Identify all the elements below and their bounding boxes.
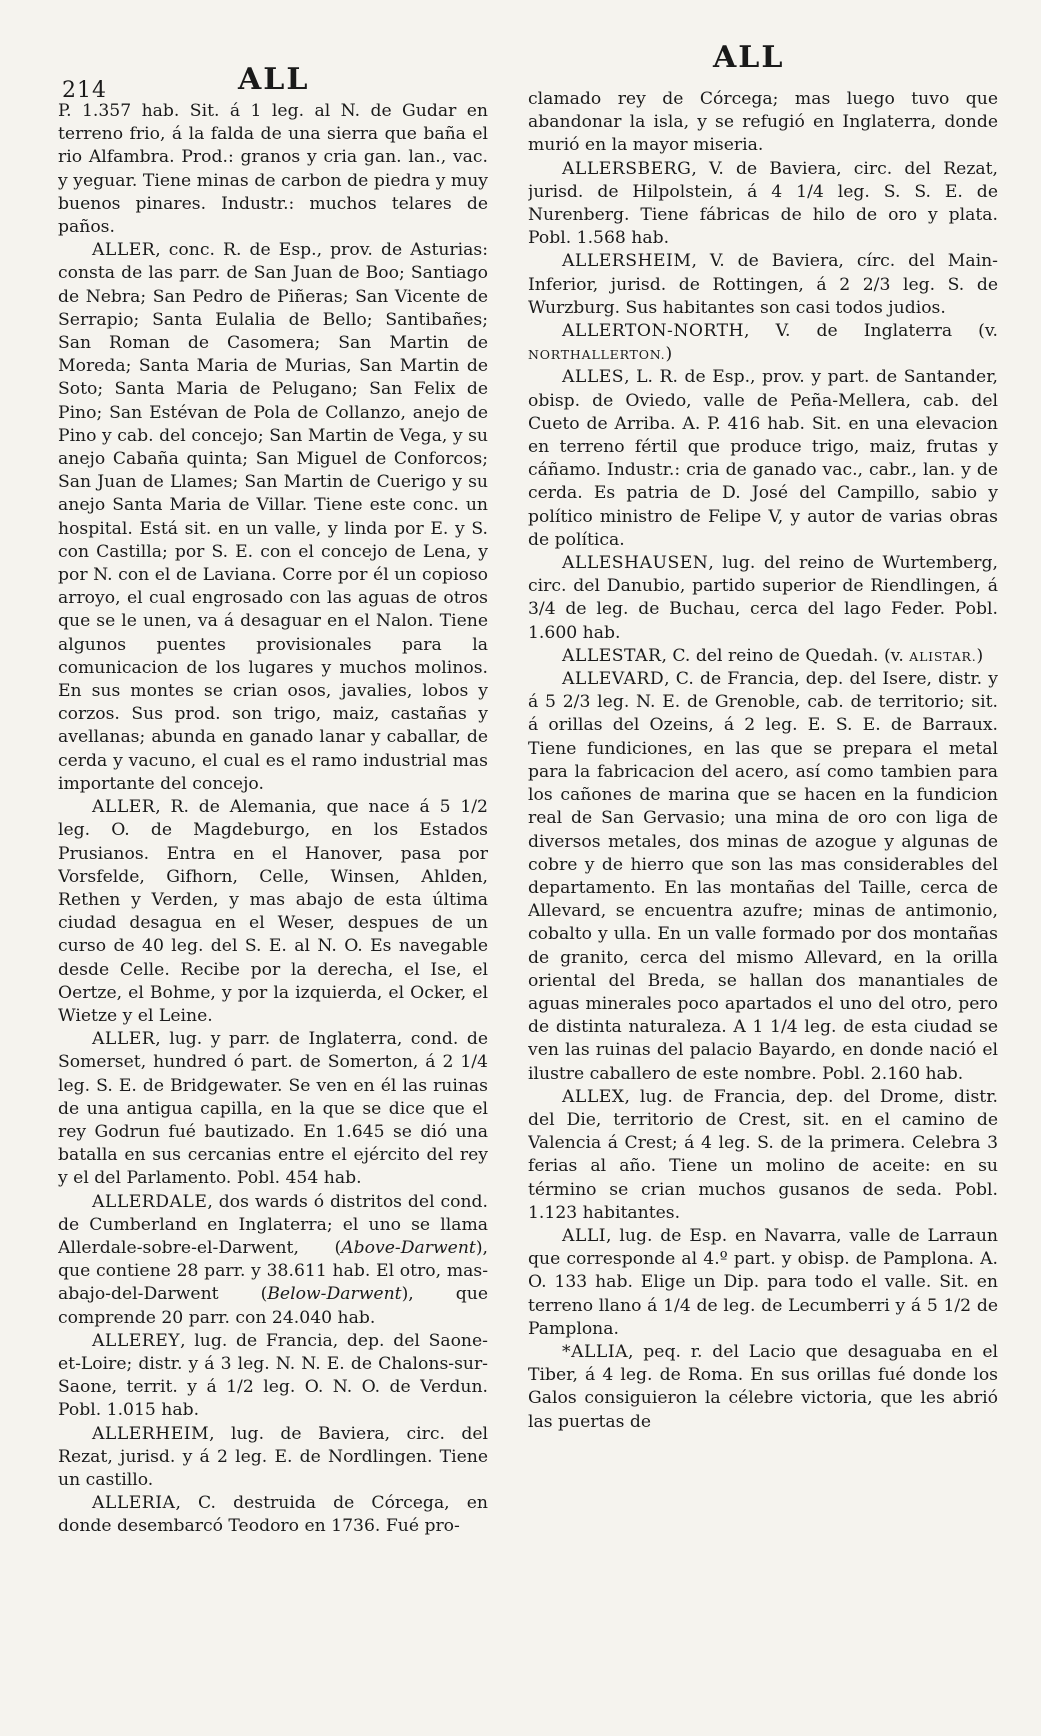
entry-allersberg: ALLERSBERG, V. de Baviera, circ. del Rezat, jurisd. de Hilpolstein, á 4 1/4 leg. S. S. E. de Nurenberg. Tiene fábricas de hilo de oro y plata. Pobl. 1.568 hab.	[528, 158, 998, 249]
entry-continuation: clamado rey de Córcega; mas luego tuvo que abandonar la isla, y se refugió en Inglaterra, donde murió en la mayor miseria.	[528, 89, 998, 156]
headword: ALLERSBERG	[562, 158, 692, 179]
headword: ALLES	[562, 367, 625, 388]
entry-aller-river: ALLER, R. de Alemania, que nace á 5 1/2 leg. O. de Magdeburgo, en los Estados Prusianos. Entra en el Hanover, pasa por Vorsfelde, Gifhorn, Celle, Winsen, Ahlden, Rethen y Verden, y mas abajo de esta última ciudad desagua en el Weser, despues de un curso de 40 leg. del S. E. al N. O. Es navegable desde Celle. Recibe por la derecha, el Ise, el Oertze, el Bohme, y por la izquierda, el Ocker, el Wietze y el Leine.	[58, 797, 488, 1026]
running-head-left: ALL	[238, 62, 310, 97]
entry-allex: ALLEX, lug. de Francia, dep. del Drome, distr. del Die, territorio de Crest, sit. en el camino de Valencia á Crest; á 4 leg. S. de la primera. Celebra 3 ferias al año. Tiene un molino de aceite: en su término se crian muchos gusanos de seda. Pobl. 1.123 habitantes.	[528, 1086, 998, 1223]
entry-allerheim: ALLERHEIM, lug. de Baviera, circ. del Rezat, jurisd. y á 2 leg. E. de Nordlingen. Tiene un castillo.	[58, 1423, 488, 1490]
left-column	[58, 100, 488, 1730]
headword: ALLER	[92, 1029, 156, 1050]
entry-alles: ALLES, L. R. de Esp., prov. y part. de Santander, obisp. de Oviedo, valle de Peña-Mellera, cab. del Cueto de Arriba. A. P. 416 hab. Sit. en una elevacion en terreno fértil que produce trigo, maiz, frutas y cáñamo. Industr.: cria de ganado vac., cabr., lan. y de cerda. Es patria de D. José del Campillo, sabio y político ministro de Felipe V, y autor de varias obras de política.	[528, 367, 998, 550]
entry-aller-asturias: ALLER, conc. R. de Esp., prov. de Asturias: consta de las parr. de San Juan de Boo; Santiago de Nebra; San Pedro de Piñeras; San Vicente de Serrapio; Santa Eulalia de Bello; Santibañes; San Roman de Casomera; San Martin de Moreda; Santa Maria de Murias, San Martin de Soto; Santa Maria de Pelugano; San Felix de Pino; San Estévan de Pola de Collanzo, anejo de Pino y cab. del concejo; San Martin de Vega, y su anejo Cabaña quinta; San Miguel de Conforcos; San Juan de Llames; San Martin de Cuerigo y su anejo Santa Maria de Villar. Tiene este conc. un hospital. Está sit. en un valle, y linda por E. y S. con Castilla; por S. E. con el concejo de Lena, y por N. con el de Laviana. Corre por él un copioso arroyo, el cual engrosado con las aguas de otros que se le unen, va á desaguar en el Nalon. Tiene algunos puentes provisionales para la comunicacion de los lugares y muchos molinos. En sus montes se crian osos, javalies, lobos y corzos. Sus prod. son trigo, maiz, castañas y avellanas; abunda en ganado lanar y caballar, de cerda y vacuno, el cual es el ramo industrial mas importante del concejo.	[58, 240, 488, 794]
entry-alleria: ALLERIA, C. destruida de Córcega, en donde desembarcó Teodoro en 1736. Fué pro-	[58, 1493, 488, 1537]
entry-allevard: ALLEVARD, C. de Francia, dep. del Isere, distr. y á 5 2/3 leg. N. E. de Grenoble, cab. de territorio; sit. á orillas del Ozeins, á 2 leg. E. S. E. de Barraux. Tiene fundiciones, en las que se prepara el metal para la fabricacion del acero, así como tambien para los cañones de marina que se hacen en la fundicion real de San Gervasio; una mina de oro con liga de diversos metales, dos minas de azogue y algunas de cobre y de hierro que son las mas considerables del departamento. En las montañas del Taille, cerca de Allevard, se encuentra azufre; minas de antimonio, cobalto y ulla. En un valle formado por dos montañas de granito, cerca del mismo Allevard, en la orilla oriental del Breda, se hallan dos manantiales de aguas minerales poco apartados el uno del otro, pero de distinta naturaleza. A 1 1/4 leg. de esta ciudad se ven las ruinas del palacio Bayardo, en donde nació el ilustre caballero de este nombre. Pobl. 2.160 hab.	[528, 669, 998, 1084]
running-head-right: ALL	[713, 40, 785, 75]
headword: ALLEREY	[92, 1330, 181, 1351]
headword: ALLERIA	[92, 1493, 176, 1514]
entry-allerey: ALLEREY, lug. de Francia, dep. del Saone-et-Loire; distr. y á 3 leg. N. N. E. de Chalons-sur-Saone, territ. y á 1/2 leg. O. N. O. de Verdun. Pobl. 1.015 hab.	[58, 1330, 488, 1421]
cross-reference: ALISTAR.	[909, 648, 977, 664]
headword: ALLERSHEIM	[562, 251, 692, 272]
headword: ALLI	[562, 1225, 607, 1246]
headword: ALLEVARD	[562, 669, 665, 690]
page-number: 214	[62, 78, 107, 103]
headword: ALLESHAUSEN	[562, 553, 709, 574]
right-column	[528, 88, 998, 1728]
entry-allerdale: ALLERDALE, dos wards ó distritos del cond. de Cumberland en Inglaterra; el uno se llama Allerdale-sobre-el-Darwent, (Above-Darwent), que contiene 28 parr. y 38.611 hab. El otro, mas-abajo-del-Darwent (Below-Darwent), que comprende 20 parr. con 24.040 hab.	[58, 1191, 488, 1328]
headword: ALLER	[92, 797, 156, 818]
headword: *ALLIA	[562, 1341, 629, 1362]
headword: ALLERDALE	[92, 1191, 208, 1212]
headword: ALLER	[92, 240, 156, 261]
headword: ALLERTON-NORTH	[562, 321, 745, 342]
headword: ALLESTAR	[562, 645, 662, 666]
entry-allersheim: ALLERSHEIM, V. de Baviera, círc. del Main-Inferior, jurisd. de Rottingen, á 2 2/3 leg. S. de Wurzburg. Sus habitantes son casi todos judios.	[528, 251, 998, 318]
entry-aller-england: ALLER, lug. y parr. de Inglaterra, cond. de Somerset, hundred ó part. de Somerton, á 2 1/4 leg. S. E. de Bridgewater. Se ven en él las ruinas de una antigua capilla, en la que se dice que el rey Godrun fué bautizado. En 1.645 se dió una batalla en sus cercanias entre el ejército del rey y el del Parlamento. Pobl. 454 hab.	[58, 1029, 488, 1189]
entry-alli: ALLI, lug. de Esp. en Navarra, valle de Larraun que corresponde al 4.º part. y obisp. de Pamplona. A. O. 133 hab. Elige un Dip. para todo el valle. Sit. en terreno llano á 1/4 de leg. de Lecumberri y á 5 1/2 de Pamplona.	[528, 1225, 998, 1339]
cross-reference: NORTHALLERTON.	[528, 347, 666, 363]
entry-allestar: ALLESTAR, C. del reino de Quedah. (v. ALISTAR.)	[562, 645, 984, 666]
headword: ALLEX	[562, 1086, 625, 1107]
entry-alleshausen: ALLESHAUSEN, lug. del reino de Wurtemberg, circ. del Danubio, partido superior de Riendlingen, á 3/4 de leg. de Buchau, cerca del lago Feder. Pobl. 1.600 hab.	[528, 553, 998, 643]
entry-allerton-north: ALLERTON-NORTH, V. de Inglaterra (v. NORTHALLERTON.)	[528, 321, 998, 365]
entry-allia: *ALLIA, peq. r. del Lacio que desaguaba en el Tiber, á 4 leg. de Roma. En sus orillas fué donde los Galos consiguieron la célebre victoria, que les abrió las puertas de	[528, 1341, 998, 1432]
entry-continuation: P. 1.357 hab. Sit. á 1 leg. al N. de Gudar en terreno frio, á la falda de una sierra que baña el rio Alfambra. Prod.: granos y cria gan. lan., vac. y yeguar. Tiene minas de carbon de piedra y muy buenos pinares. Industr.: muchos telares de paños.	[58, 101, 488, 238]
headword: ALLERHEIM	[92, 1423, 210, 1444]
